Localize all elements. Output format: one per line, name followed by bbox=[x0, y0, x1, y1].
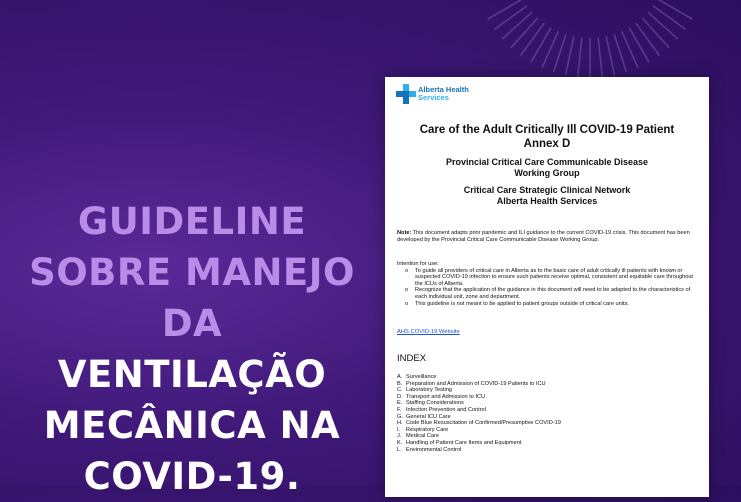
index-text: General ICU Care bbox=[406, 413, 451, 420]
arc-stroke bbox=[636, 23, 660, 55]
network-line-1: Critical Care Strategic Clinical Network bbox=[463, 185, 631, 195]
arc-stroke bbox=[642, 18, 669, 48]
ahs-covid-website-link[interactable]: AHS COVID-19 Website bbox=[397, 329, 460, 335]
index-text: Respiratory Care bbox=[406, 426, 449, 433]
headline-line-5: COVID-19. bbox=[83, 455, 301, 498]
bullet-glyph: o bbox=[405, 287, 409, 294]
arc-stroke bbox=[566, 36, 574, 75]
bullet-text: To guide all providers of critical care in Alberta as to the basic care of adult critically ill patients with known or suspected COVID-19 infection to ensure such patients receive optimal, consistent and equitable care throughout the ICUs of Alberta. bbox=[415, 267, 693, 287]
working-group bbox=[385, 157, 709, 179]
note-paragraph bbox=[397, 230, 697, 243]
arc-stroke bbox=[622, 31, 638, 68]
document-page bbox=[385, 77, 709, 497]
arc-stroke bbox=[648, 12, 678, 39]
logo-line-1: Alberta Health bbox=[418, 85, 469, 94]
arc-stroke bbox=[495, 6, 527, 30]
network bbox=[385, 185, 709, 207]
index-text: Handling of Patient Care Items and Equipment bbox=[406, 439, 522, 446]
arc-stroke bbox=[614, 34, 626, 72]
logo-line-2: Services bbox=[418, 93, 449, 102]
arc-stroke bbox=[542, 31, 558, 68]
arc-stroke bbox=[658, 0, 693, 19]
bullet-glyph: o bbox=[405, 267, 409, 274]
index-key: L. bbox=[397, 446, 402, 453]
index-key: I. bbox=[397, 426, 401, 433]
note-text: This document adapts prior pandemic and ILI guidance to the current COVID-19 crisis. This document has been developed by the Provincial Critical Care Communicable Disease Working Group. bbox=[397, 230, 690, 243]
index-text: Environmental Control bbox=[406, 446, 462, 453]
arc-stroke bbox=[521, 23, 545, 55]
headline-word-ventilacao: VENTILAÇÃO bbox=[57, 353, 327, 396]
ahs-logo bbox=[396, 84, 469, 104]
intention-label: Intention for use: bbox=[397, 261, 439, 267]
index-item bbox=[397, 420, 697, 427]
index-key: C. bbox=[397, 387, 403, 394]
index-key: D. bbox=[397, 393, 403, 400]
working-group-line-1: Provincial Critical Care Communicable Disease bbox=[445, 157, 649, 167]
headline-line-2: SOBRE MANEJO bbox=[29, 251, 355, 294]
arc-stroke bbox=[598, 38, 602, 78]
intention-section bbox=[397, 261, 697, 307]
index-text: Code Blue Resuscitation of Confirmed/Presumptive COVID-19 bbox=[406, 420, 561, 427]
index-item bbox=[397, 433, 697, 440]
index-key: A. bbox=[397, 374, 403, 380]
index-text: Medical Care bbox=[406, 433, 439, 440]
cross-icon bbox=[396, 84, 416, 104]
arc-stroke bbox=[502, 12, 532, 39]
arc-stroke bbox=[488, 0, 523, 19]
index-text: Transport and Admission to ICU bbox=[406, 393, 486, 400]
index-item bbox=[397, 374, 697, 381]
index-key: H. bbox=[397, 420, 403, 427]
index-text: Laboratory Testing bbox=[406, 387, 452, 394]
index-heading: INDEX bbox=[397, 353, 427, 364]
bullet-text: This guideline is not meant to be applied to patient groups outside of critical care units. bbox=[415, 300, 629, 307]
arc-stroke bbox=[531, 28, 551, 63]
headline bbox=[22, 196, 362, 502]
document-title-line-1: Care of the Adult Critically Ill COVID-19 Patient bbox=[419, 124, 675, 136]
index-item bbox=[397, 414, 697, 421]
index-key: F. bbox=[397, 406, 402, 413]
note-label: Note: bbox=[397, 230, 412, 236]
arc-stroke bbox=[606, 36, 614, 75]
index-item bbox=[397, 440, 697, 447]
intention-bullet bbox=[397, 287, 697, 300]
headline-line-1: GUIDELINE bbox=[77, 200, 307, 243]
arc-stroke bbox=[653, 6, 685, 30]
index-key: K. bbox=[397, 439, 403, 446]
arc-stroke bbox=[629, 28, 649, 63]
index-item bbox=[397, 387, 697, 394]
index-list bbox=[397, 374, 697, 453]
index-key: G. bbox=[397, 413, 403, 420]
index-item bbox=[397, 394, 697, 401]
headline-line-4: MECÂNICA NA bbox=[43, 404, 341, 447]
index-text: Surveillance bbox=[406, 374, 437, 380]
bullet-text: Recognize that the application of the guidance in this document will need to be adapted to the characteristics of each individual unit, zone and department. bbox=[415, 287, 691, 300]
document-title-line-2: Annex D bbox=[523, 138, 571, 150]
index-text: Staffing Considerations bbox=[406, 400, 464, 407]
logo-text bbox=[418, 86, 469, 102]
index-key: E. bbox=[397, 400, 403, 407]
arc-stroke bbox=[578, 38, 582, 78]
index-key: B. bbox=[397, 380, 403, 387]
intention-bullet bbox=[397, 301, 697, 308]
index-item bbox=[397, 407, 697, 414]
index-key: J. bbox=[397, 433, 402, 440]
document-title bbox=[385, 123, 709, 151]
arc-stroke bbox=[554, 34, 566, 72]
network-line-2: Alberta Health Services bbox=[496, 196, 598, 206]
index-item bbox=[397, 447, 697, 454]
index-item bbox=[397, 427, 697, 434]
headline-line-3 bbox=[22, 298, 362, 400]
index-text: Infection Prevention and Control bbox=[406, 406, 486, 413]
working-group-line-2: Working Group bbox=[514, 168, 580, 178]
headline-word-da: DA bbox=[161, 302, 223, 345]
arc-stroke bbox=[511, 18, 538, 48]
index-text: Preparation and Admission of COVID-19 Patients to ICU bbox=[406, 380, 546, 387]
index-item bbox=[397, 400, 697, 407]
intention-bullet bbox=[397, 268, 697, 288]
bullet-glyph: o bbox=[405, 300, 409, 307]
index-item bbox=[397, 381, 697, 388]
